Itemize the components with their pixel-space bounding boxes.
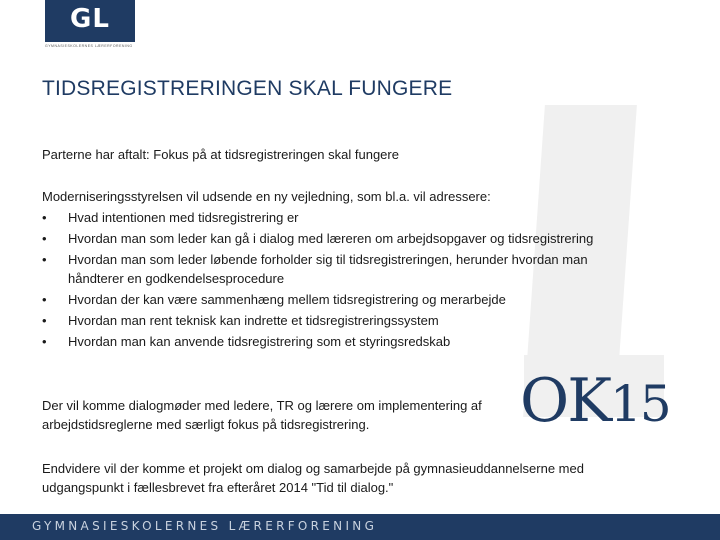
logo-text: GL [70, 4, 110, 34]
dialog-meetings-paragraph: Der vil komme dialogmøder med ledere, TR og lærere om implementering af arbejdstidsreglerne med særligt fokus på tidsregistrering. [42, 398, 482, 432]
bullet-dot: • [42, 252, 47, 267]
bullet-dot: • [42, 313, 47, 328]
ok15-logo: OK15 [520, 366, 670, 436]
bullet-dot: • [42, 334, 47, 349]
list-item: • Hvordan man kan anvende tidsregistrering som et styringsredskab [42, 334, 451, 349]
footer-bar [0, 514, 720, 540]
bullet-dot: • [42, 292, 47, 307]
logo-subtitle: GYMNASIESKOLERNES LÆRERFORENING [45, 44, 133, 48]
bullet-dot: • [42, 231, 47, 246]
bullet-list [42, 208, 612, 353]
slide-title: TIDSREGISTRERINGEN SKAL FUNGERE [42, 77, 453, 100]
intro-text: Parterne har aftalt: Fokus på at tidsregistreringen skal fungere [42, 147, 399, 162]
project-paragraph: Endvidere vil der komme et projekt om dialog og samarbejde på gymnasieuddannelserne med udgangspunkt i fællesbrevet fra efteråret 2014 "Tid til dialog." [42, 461, 584, 495]
list-item: • Hvad intentionen med tidsregistrering er [42, 210, 299, 225]
gl-logo [45, 0, 135, 42]
list-intro: Moderniseringsstyrelsen vil udsende en ny vejledning, som bl.a. vil adressere: [42, 189, 491, 204]
list-item: • Hvordan man som leder løbende forholder sig til tidsregistreringen, herunder hvordan man håndterer en godkendelsesprocedure [42, 252, 588, 286]
footer-organization-name: GYMNASIESKOLERNES LÆRERFORENING [32, 519, 378, 533]
bullet-dot: • [42, 210, 47, 225]
list-item: • Hvordan man som leder kan gå i dialog med læreren om arbejdsopgaver og tidsregistrering [42, 231, 594, 246]
list-item: • Hvordan man rent teknisk kan indrette et tidsregistreringssystem [42, 313, 439, 328]
list-item: • Hvordan der kan være sammenhæng mellem tidsregistrering og merarbejde [42, 292, 506, 307]
